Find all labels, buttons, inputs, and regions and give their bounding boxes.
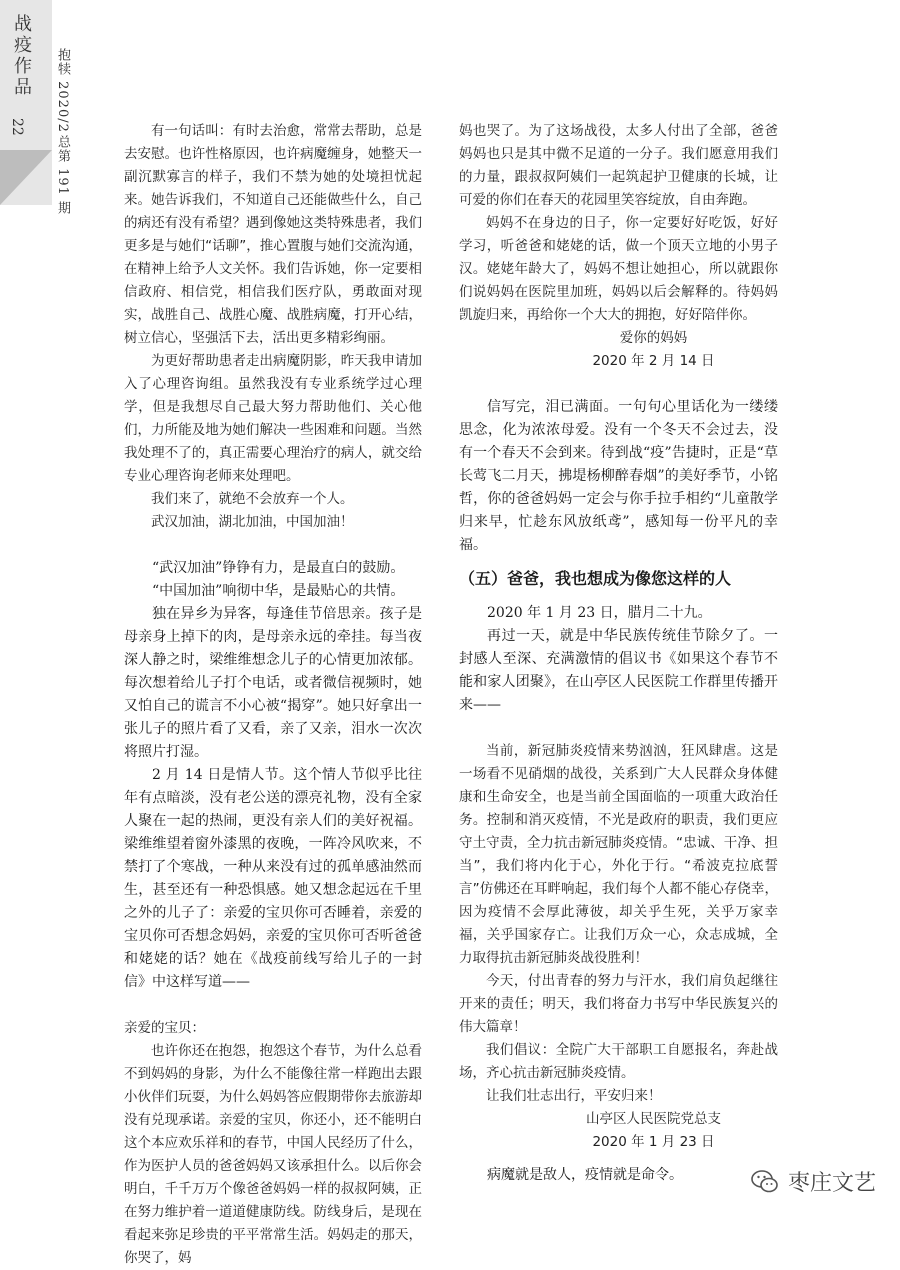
letter-paragraph: 妈妈不在身边的日子，你一定要好好吃饭，好好学习，听爸爸和姥姥的话，做一个顶天立地的小男子汉。姥姥年龄大了，妈妈不想让她担心，所以就跟你们说妈妈在医院里加班，妈妈以后会解释的。待妈妈凯旋归来，再给你一个大大的拥抱，好好陪伴你。 <box>459 215 778 323</box>
section-heading: （五）爸爸，我也想成为像您这样的人 <box>459 569 732 588</box>
letter-paragraph: 为更好帮助患者走出病魔阴影，昨天我申请加入了心理咨询组。虽然我没有专业系统学过心理学，但是我想尽自己最大努力帮助他们、关心他们，力所能及地为她们解决一些困难和问题。当然我处理不了的，真正需要心理治疗的病人，就交给专业心理咨询老师来处理吧。 <box>124 353 422 484</box>
proposal-paragraph: 让我们壮志出行，平安归来！ <box>486 1088 662 1104</box>
page-number: 22 <box>9 118 25 136</box>
body-paragraph: “中国加油”响彻中华，是最贴心的共情。 <box>152 583 405 599</box>
total-issue-label: 总第 191 期 <box>55 135 70 216</box>
right-column <box>459 120 778 1187</box>
body-paragraph: 信写完，泪已满面。一句句心里话化为一缕缕思念，化为浓浓母爱。没有一个冬天不会过去，没有一个春天不会到来。待到战“疫”告捷时，正是“草长莺飞二月天，拂堤杨柳醉春烟”的美好季节，小铭哲，你的爸爸妈妈一定会与你手拉手相约“儿童散学归来早，忙趁东风放纸鸢”，感知每一份平凡的幸福。 <box>459 399 778 553</box>
watermark-text: 枣庄文艺 <box>787 1171 876 1196</box>
page-corner-fold <box>0 150 52 205</box>
wechat-icon <box>750 1168 780 1196</box>
proposal-paragraph: 当前，新冠肺炎疫情来势汹汹，狂风肆虐。这是一场看不见硝烟的战役，关系到广大人民群众身体健康和生命安全，也是当前全国面临的一项重大政治任务。控制和消灭疫情，不光是政府的职责，我们更应守土守责，全力抗击新冠肺炎疫情。“忠诚、干净、担当”，我们将内化于心，外化于行。“希波克拉底誓言”仿佛还在耳畔响起，我们每个人都不能心存侥幸，因为疫情不会厚此薄彼，却关乎生死，关乎万家幸福，关乎国家存亡。让我们万众一心，众志成城，全力取得抗击新冠肺炎战役胜利！ <box>459 743 778 966</box>
letter-paragraph: 武汉加油，湖北加油，中国加油！ <box>151 514 354 530</box>
body-paragraph: “武汉加油”铮铮有力，是最直白的鼓励。 <box>152 560 405 576</box>
body-paragraph: 独在异乡为异客，每逢佳节倍思亲。孩子是母亲身上掉下的肉，是母亲永远的牵挂。每当夜深人静之时，梁维维想念儿子的心情更加浓郁。每次想着给儿子打个电话，或者微信视频时，她又怕自己的谎言不小心被“揭穿”。她只好拿出一张儿子的照片看了又看，亲了又亲，泪水一次次将照片打湿。 <box>124 606 422 760</box>
letter-paragraph: 也许你还在抱怨，抱怨这个春节，为什么总看不到妈妈的身影，为什么不能像往常一样跑出去跟小伙伴们玩耍，为什么妈妈答应假期带你去旅游却没有兑现承诺。亲爱的宝贝，你还小，还不能明白这个本应欢乐祥和的春节，中国人民经历了什么，作为医护人员的爸爸妈妈又该承担什么。以后你会明白，千千万万个像爸爸妈妈一样的叔叔阿姨，正在努力维护着一道道健康防线。防线身后，是现在看起来弥足珍贵的平平常常生活。妈妈走的那天，你哭了，妈 <box>124 1043 422 1266</box>
left-column <box>124 120 422 1270</box>
proposal-signature: 山亭区人民医院党总支 <box>586 1111 721 1127</box>
letter-paragraph: 妈也哭了。为了这场战役，太多人付出了全部，爸爸妈妈也只是其中微不足道的一分子。我们愿意用我们的力量，跟叔叔阿姨们一起筑起护卫健康的长城，让可爱的你们在春天的花园里笑容绽放，自由奔跑。 <box>459 123 778 208</box>
letter-paragraph: 我们来了，就绝不会放弃一个人。 <box>151 491 354 507</box>
proposal-date: 2020 年 1 月 23 日 <box>592 1134 715 1150</box>
letter-salutation: 亲爱的宝贝： <box>124 1020 205 1036</box>
letter-signature: 爱你的妈妈 <box>619 330 688 346</box>
body-paragraph: 病魔就是敌人，疫情就是命令。 <box>487 1167 683 1183</box>
proposal-paragraph: 我们倡议：全院广大干部职工自愿报名，奔赴战场，齐心抗击新冠肺炎疫情。 <box>459 1042 778 1081</box>
watermark <box>750 1166 876 1197</box>
body-paragraph: 2020 年 1 月 23 日，腊月二十九。 <box>487 605 712 621</box>
column-name: 战疫作品 <box>11 14 32 98</box>
letter-paragraph: 有一句话叫：有时去治愈，常常去帮助，总是去安慰。也许性格原因，也许病魔缠身，她整天一副沉默寡言的样子，我们不禁为她的处境担忧起来。她告诉我们，不知道自己还能做些什么，自己的病还有没有希望？遇到像她这类特殊患者，我们更多是与她们“话聊”，推心置腹与她们交流沟通，在精神上给予人文关怀。我们告诉她，你一定要相信政府、相信党，相信我们医疗队，勇敢面对现实，战胜自己、战胜心魔、战胜病魔，打开心结，树立信心，坚强活下去，活出更多精彩绚丽。 <box>124 123 422 346</box>
issue-label: 抱犊 2020/2 <box>55 48 70 133</box>
proposal-paragraph: 今天，付出青春的努力与汗水，我们肩负起继往开来的责任；明天，我们将奋力书写中华民族复兴的伟大篇章！ <box>459 973 778 1035</box>
letter-date: 2020 年 2 月 14 日 <box>592 353 715 369</box>
body-paragraph: 再过一天，就是中华民族传统佳节除夕了。一封感人至深、充满激情的倡议书《如果这个春节不能和家人团聚》，在山亭区人民医院工作群里传播开来—— <box>459 628 778 713</box>
body-paragraph: 2 月 14 日是情人节。这个情人节似乎比往年有点暗淡，没有老公送的漂亮礼物，没有全家人聚在一起的热闹，更没有亲人们的美好祝福。梁维维望着窗外漆黑的夜晚，一阵冷风吹来，不禁打了个寒战，一种从来没有过的孤单感油然而生，甚至还有一种恐惧感。她又想念起远在千里之外的儿子了：亲爱的宝贝你可否睡着，亲爱的宝贝你可否想念妈妈，亲爱的宝贝你可否听爸爸和姥姥的话？她在《战疫前线写给儿子的一封信》中这样写道—— <box>124 767 422 990</box>
